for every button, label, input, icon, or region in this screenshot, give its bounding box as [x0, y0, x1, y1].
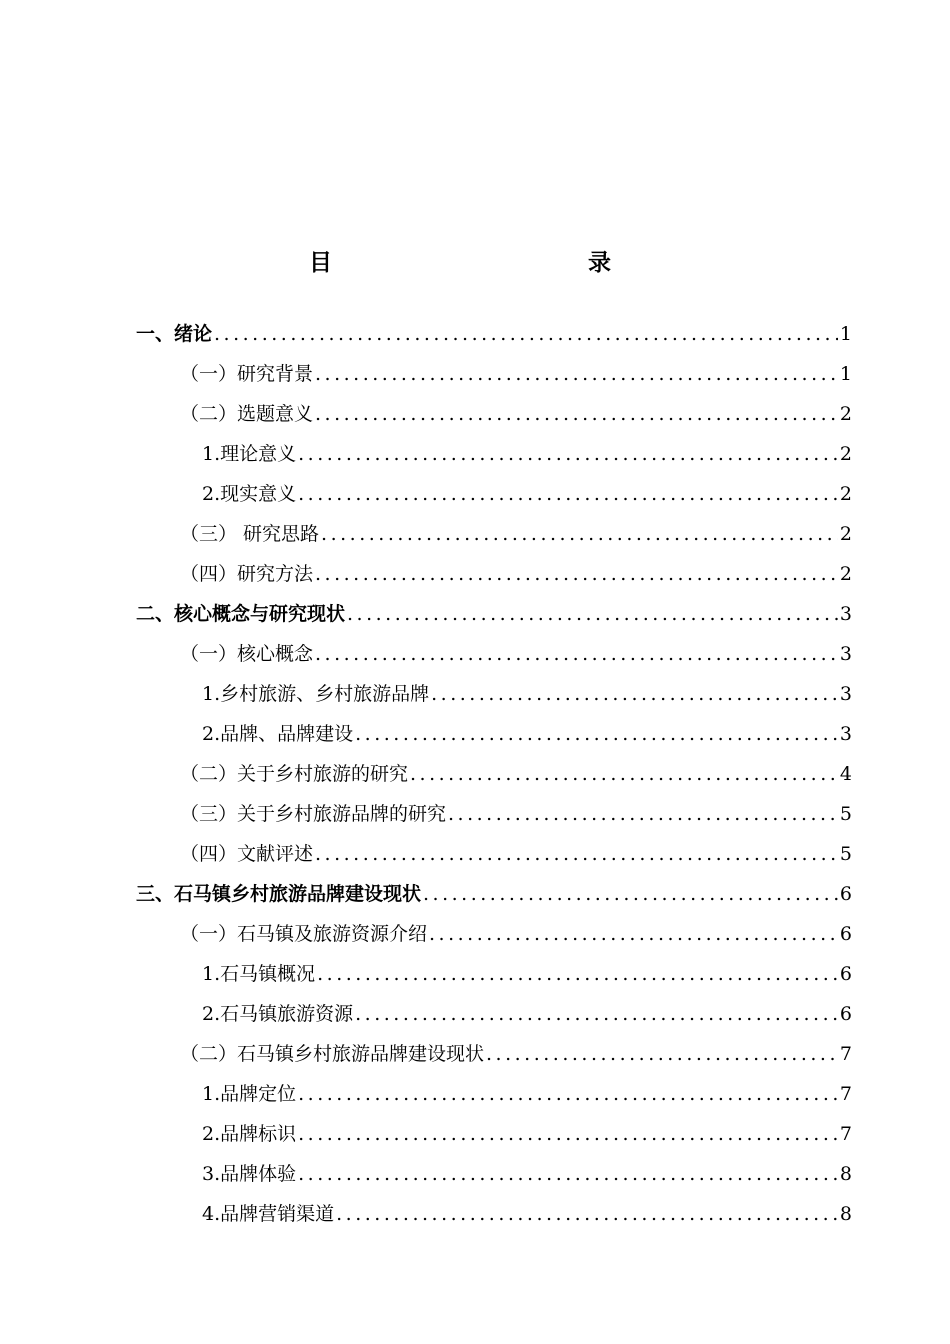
toc-dot-leader: [315, 554, 838, 594]
toc-page-number: 3: [839, 683, 852, 705]
toc-entry[interactable]: [136, 914, 852, 954]
toc-entry[interactable]: [136, 354, 852, 394]
toc-entry[interactable]: [136, 794, 852, 834]
toc-entry[interactable]: [136, 754, 852, 794]
toc-entry-text: 4.品牌营销渠道: [202, 1203, 335, 1225]
toc-page-number: 7: [839, 1083, 852, 1105]
toc-entry-text: 1.乡村旅游、乡村旅游品牌: [202, 683, 430, 705]
toc-dot-leader: [298, 1114, 838, 1154]
toc-entry[interactable]: [136, 1114, 852, 1154]
toc-entry-text: 2.品牌、品牌建设: [202, 723, 354, 745]
toc-entry-text: （二）选题意义: [180, 403, 314, 425]
toc-dot-leader: [321, 514, 838, 554]
toc-dot-leader: [355, 994, 838, 1034]
toc-page-number: 1: [839, 323, 852, 345]
toc-entry-text: 1.理论意义: [202, 443, 297, 465]
toc-page-number: 5: [839, 803, 852, 825]
toc-page-number: 4: [839, 763, 852, 785]
toc-dot-leader: [317, 954, 838, 994]
toc-entry-text: （二）石马镇乡村旅游品牌建设现状: [180, 1043, 485, 1065]
toc-page-number: 2: [839, 523, 852, 545]
toc-entry[interactable]: [136, 514, 852, 554]
toc-dot-leader: [431, 674, 838, 714]
toc-dot-leader: [355, 714, 838, 754]
toc-entry[interactable]: [136, 834, 852, 874]
toc-entry-text: 3.品牌体验: [202, 1163, 297, 1185]
toc-entry[interactable]: [136, 1074, 852, 1114]
toc-page-number: 7: [839, 1043, 852, 1065]
toc-page-number: 3: [839, 643, 852, 665]
toc-dot-leader: [486, 1034, 838, 1074]
toc-entry[interactable]: [136, 874, 852, 914]
toc-dot-leader: [429, 914, 838, 954]
toc-entry[interactable]: [136, 954, 852, 994]
toc-dot-leader: [315, 354, 838, 394]
toc-entry[interactable]: [136, 994, 852, 1034]
toc-dot-leader: [214, 314, 838, 354]
toc-entry-text: （二）关于乡村旅游的研究: [180, 763, 409, 785]
toc-entry-text: （四）文献评述: [180, 843, 314, 865]
toc-dot-leader: [448, 794, 838, 834]
toc-entry-text: 二、核心概念与研究现状: [136, 603, 346, 625]
toc-entry[interactable]: [136, 434, 852, 474]
toc-page-number: 3: [839, 723, 852, 745]
toc-entry[interactable]: [136, 634, 852, 674]
toc-entry[interactable]: [136, 674, 852, 714]
toc-page-number: 2: [839, 443, 852, 465]
toc-entry-text: （三）关于乡村旅游品牌的研究: [180, 803, 447, 825]
toc-page-number: 6: [839, 963, 852, 985]
toc-page-number: 6: [839, 923, 852, 945]
toc-dot-leader: [315, 394, 838, 434]
toc-dot-leader: [347, 594, 838, 634]
toc-entry[interactable]: [136, 474, 852, 514]
toc-entry-text: 一、绪论: [136, 323, 213, 345]
toc-entry-text: （一）核心概念: [180, 643, 314, 665]
toc-dot-leader: [298, 1154, 838, 1194]
toc-entry-text: （一）石马镇及旅游资源介绍: [180, 923, 428, 945]
toc-dot-leader: [315, 634, 838, 674]
toc-entry[interactable]: [136, 1154, 852, 1194]
toc-entry[interactable]: [136, 394, 852, 434]
toc-dot-leader: [315, 834, 838, 874]
toc-page-number: 8: [839, 1163, 852, 1185]
toc-page-number: 1: [839, 363, 852, 385]
toc-entry[interactable]: [136, 314, 852, 354]
toc-dot-leader: [336, 1194, 838, 1234]
toc-entry-text: （四）研究方法: [180, 563, 314, 585]
toc-page-number: 2: [839, 483, 852, 505]
toc-entry[interactable]: [136, 594, 852, 634]
toc-entry-text: 2.品牌标识: [202, 1123, 297, 1145]
toc-entry-text: 2.现实意义: [202, 483, 297, 505]
toc-page-number: 2: [839, 403, 852, 425]
toc-page-number: 2: [839, 563, 852, 585]
toc-entry-text: 1.品牌定位: [202, 1083, 297, 1105]
toc-page-number: 3: [839, 603, 852, 625]
toc-entry-text: （一）研究背景: [180, 363, 314, 385]
table-of-contents: [136, 314, 852, 1234]
toc-page-number: 6: [839, 1003, 852, 1025]
toc-entry-text: 2.石马镇旅游资源: [202, 1003, 354, 1025]
toc-dot-leader: [298, 1074, 838, 1114]
toc-dot-leader: [410, 754, 838, 794]
toc-page-number: 8: [839, 1203, 852, 1225]
toc-entry-text: （三） 研究思路: [180, 523, 320, 545]
toc-entry[interactable]: [136, 1034, 852, 1074]
toc-entry[interactable]: [136, 554, 852, 594]
toc-entry[interactable]: [136, 1194, 852, 1234]
toc-entry-text: 三、石马镇乡村旅游品牌建设现状: [136, 883, 422, 905]
page-title: 目 录: [309, 250, 681, 276]
toc-dot-leader: [298, 474, 838, 514]
toc-page-number: 5: [839, 843, 852, 865]
toc-page-number: 7: [839, 1123, 852, 1145]
toc-entry-text: 1.石马镇概况: [202, 963, 316, 985]
toc-dot-leader: [423, 874, 838, 914]
toc-entry[interactable]: [136, 714, 852, 754]
toc-page-number: 6: [839, 883, 852, 905]
toc-dot-leader: [298, 434, 838, 474]
